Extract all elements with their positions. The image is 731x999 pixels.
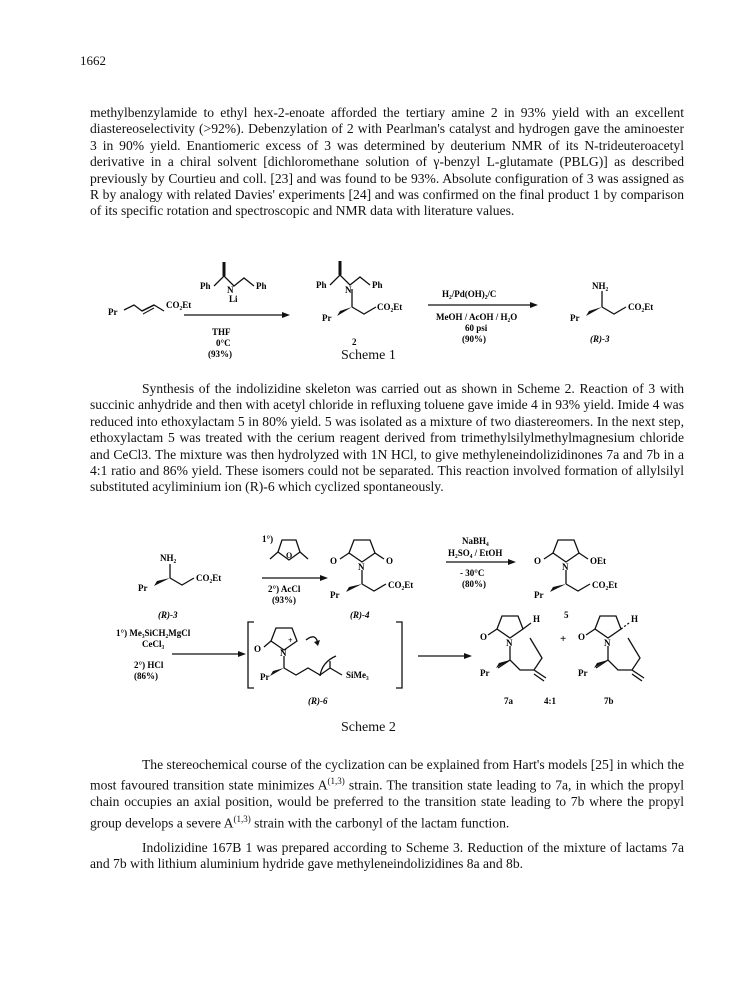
scheme-2-diagram (90, 528, 690, 713)
s2-c5-o: O (534, 556, 542, 566)
s2-c5-pr: Pr (534, 590, 544, 600)
s1-step2-solvent: MeOH / AcOH / H₂O (436, 312, 518, 322)
s1-step2-yield: (90%) (462, 334, 486, 344)
s2-c7a-h: H (533, 614, 541, 624)
s2-c6-n: N (280, 648, 287, 658)
paragraph-3 (90, 757, 684, 832)
s2-c5-n: N (562, 562, 569, 572)
s1-step2-pressure: 60 psi (465, 323, 488, 333)
s2-c6-o: O (254, 644, 262, 654)
scheme-1-diagram (90, 245, 690, 360)
paragraph-3-part-a: The stereochemical course of the cyclization can be explained from Hart's models [25] in which the most favoured transition state minimizes A (90, 757, 684, 793)
s2-c7b-n: N (604, 638, 611, 648)
s2-c5-oet: OEt (590, 556, 607, 566)
s2-r3-nh2: NH₂ (160, 553, 177, 563)
paragraph-1: methylbenzylamide to ethyl hex-2-enoate afforded the tertiary amine 2 in 93% yield with an excellent diastereoselectivity (>92%). Debenzylation of 2 with Pearlman's catalyst and hydrogen gave the aminoester 3 in 90% yield. Enantiomeric excess of 3 was determined by deuterium NMR of its N-trideuteroacetyl derivative in a chiral solvent [dichloromethane solution of γ-benzyl L-glutamate (PBLG)] as described previously by Courtieu and coll. [23] and was found to be 93%. Absolute configuration of 3 was assigned as R by analogy with related Davies' experiments [24] and was confirmed on the final product 1 by comparison of its specific rotation and spectroscopic and NMR data with literature values. (90, 105, 684, 219)
s1-amide-li: Li (229, 294, 238, 304)
s2-stepB-1: NaBH₄ (462, 536, 489, 546)
scheme-1-caption: Scheme 1 (341, 348, 396, 363)
paragraph-3-part-c: strain with the carbonyl of the lactam function. (250, 815, 510, 831)
s1-amide-n: N (227, 285, 234, 295)
s2-ratio: 4:1 (544, 696, 556, 706)
s1-prod-pr: Pr (570, 313, 580, 323)
s2-stepB-yield: (80%) (462, 579, 486, 589)
s1-int-pr: Pr (322, 313, 332, 323)
s1-prod-label: (R)-3 (590, 334, 610, 344)
s2-c6-pr: Pr (260, 672, 270, 682)
s2-c7a-n: N (506, 638, 513, 648)
s2-c7b-h: H (631, 614, 639, 624)
s1-amide-ph1: Ph (200, 281, 211, 291)
s2-c5-ester: CO₂Et (592, 580, 618, 590)
s2-c4-o2: O (386, 556, 394, 566)
s2-stepA-yield: (93%) (272, 595, 296, 605)
paragraph-2: Synthesis of the indolizidine skeleton was carried out as shown in Scheme 2. Reaction of 3 with succinic anhydride and then with acetyl chloride in refluxing toluene gave imide 4 in 93% yield. Imide 4 was reduced into ethoxylactam 5 in 80% yield. 5 was isolated as a mixture of two diastereomers. In the next step, ethoxylactam 5 was treated with the cerium reagent derived from trimethylsilylmethylmagnesium chloride and CeCl3. The mixture was then hydrolyzed with 1N HCl, to give methyleneindolizidinones 7a and 7b in a 4:1 ratio and 86% yield. These isomers could not be separated. This reaction involved formation of allylsilyl substituted acyliminium ion (R)-6 which cyclized spontaneously. (90, 381, 684, 495)
s2-c5-label: 5 (564, 610, 569, 620)
s1-int-ph1: Ph (316, 280, 327, 290)
s1-prod-nh2: NH₂ (592, 281, 609, 291)
s1-start-ester: CO₂Et (166, 300, 192, 310)
s1-step1-solvent: THF (212, 327, 231, 337)
scheme-2-caption: Scheme 2 (341, 720, 396, 735)
s2-plus: + (560, 633, 567, 645)
paragraph-4: Indolizidine 167B 1 was prepared according to Scheme 3. Reduction of the mixture of lactams 7a and 7b with lithium aluminium hydride gave methyleneindolizidines 8a and 8b. (90, 840, 684, 872)
s1-int-ph2: Ph (372, 280, 383, 290)
s1-int-label: 2 (352, 337, 357, 347)
s2-c6-sime3: SiMe₃ (346, 670, 369, 680)
s2-anhydride-o: O (286, 551, 293, 560)
s2-stepC-1b: CeCl₃ (142, 639, 165, 649)
s2-stepA-1: 1°) (262, 534, 274, 544)
s1-int-n: N (345, 285, 352, 295)
s1-prod-ester: CO₂Et (628, 302, 654, 312)
s2-c4-o: O (330, 556, 338, 566)
paragraph-3-sup-2: (1,3) (233, 813, 251, 824)
s2-c6-label: (R)-6 (308, 696, 328, 706)
s2-stepB-2: H₂SO₄ / EtOH (448, 548, 503, 558)
s2-stepA-2: 2°) AcCl (268, 584, 301, 594)
s2-c4-pr: Pr (330, 590, 340, 600)
s2-c7a-pr: Pr (480, 668, 490, 678)
s2-stepC-2: 2°) HCl (134, 660, 164, 670)
s1-step2-reagent: H₂/Pd(OH)₂/C (442, 289, 497, 299)
s2-r3-label: (R)-3 (158, 610, 178, 620)
paragraph-3-sup-1: (1,3) (327, 776, 345, 787)
s2-c6-plus: + (288, 636, 293, 645)
s2-c7b-label: 7b (604, 696, 614, 706)
paragraph-3-part-b: strain. The transition state leading to 7a, in which the propyl chain occupies an axial position, would be preferred to the transition state leading to 7b where the propyl group develops a severe A (90, 777, 684, 831)
s2-c7a-label: 7a (504, 696, 513, 706)
s1-amide-ph2: Ph (256, 281, 267, 291)
s2-c7a-o: O (480, 632, 488, 642)
s2-c7b-o: O (578, 632, 586, 642)
s2-r3-pr: Pr (138, 583, 148, 593)
s2-c4-n: N (358, 562, 365, 572)
s1-start-pr: Pr (108, 307, 118, 317)
s1-step1-yield: (93%) (208, 349, 232, 359)
s1-step1-temp: 0°C (216, 338, 231, 348)
s2-c7b-pr: Pr (578, 668, 588, 678)
s2-stepB-temp: - 30°C (460, 568, 485, 578)
s2-r3-ester: CO₂Et (196, 573, 222, 583)
s2-c4-ester: CO₂Et (388, 580, 414, 590)
s2-c4-label: (R)-4 (350, 610, 370, 620)
s1-int-ester: CO₂Et (377, 302, 403, 312)
s2-stepC-1: 1°) Me₃SiCH₂MgCl (116, 628, 191, 638)
s2-stepC-yield: (86%) (134, 671, 158, 681)
page-number: 1662 (80, 53, 106, 68)
